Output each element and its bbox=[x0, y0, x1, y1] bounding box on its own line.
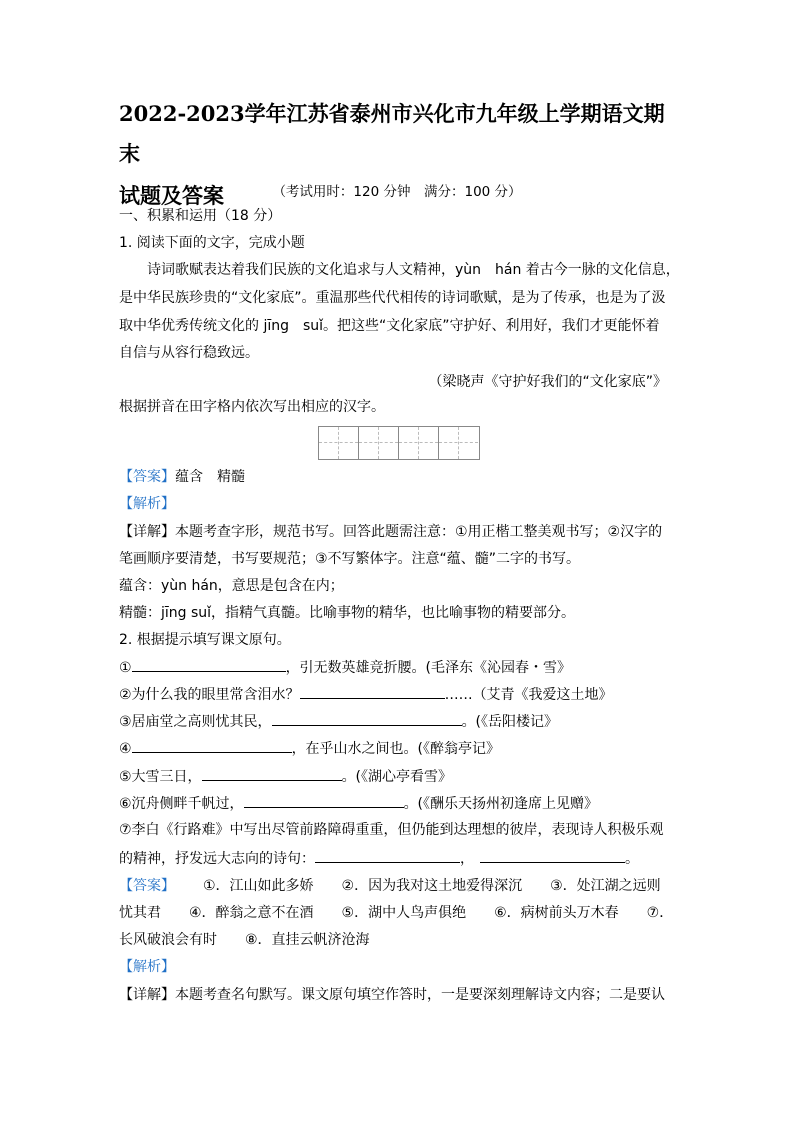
question-1-instruction: 根据拼音在田字格内依次写出相应的汉字。 bbox=[119, 399, 385, 415]
fill-item-1 bbox=[119, 657, 571, 678]
item-prefix: ②为什么我的眼里常含泪水？ bbox=[119, 687, 300, 703]
answer-line: 忧其君 ④．醉翁之意不在酒 ⑤．湖中人鸟声俱绝 ⑥．病树前头万木春 ⑦． bbox=[119, 905, 674, 921]
answer-text: 蕴含 精髓 bbox=[175, 469, 245, 485]
detail-line bbox=[119, 985, 665, 1005]
item-separator: ， bbox=[460, 851, 474, 867]
analysis-tag: 【解析】 bbox=[119, 496, 175, 512]
passage-line: 诗词歌赋表达着我们民族的文化追求与人文精神，yùn hán 着古今一脉的文化信息， bbox=[147, 262, 680, 278]
answer-blank[interactable] bbox=[132, 657, 286, 672]
fill-item-2 bbox=[119, 684, 613, 705]
fill-item-5 bbox=[119, 766, 452, 787]
answer-tag: 【答案】 bbox=[119, 878, 175, 894]
question-1-heading: 1. 阅读下面的文字，完成小题 bbox=[119, 235, 305, 251]
answer-blank[interactable] bbox=[202, 766, 342, 781]
answer-blank[interactable] bbox=[315, 848, 460, 863]
section-heading: 一、积累和运用（18 分） bbox=[119, 208, 282, 224]
answer-text: ①．江山如此多娇 ②．因为我对这土地爱得深沉 ③．处江湖之远则 bbox=[203, 878, 661, 894]
grid-cell[interactable] bbox=[439, 427, 478, 459]
fill-item-3 bbox=[119, 711, 558, 732]
passage-source: （梁晓声《守护好我们的“文化家底”》 bbox=[428, 374, 667, 390]
detail-line: 蕴含：yùn hán，意思是包含在内； bbox=[119, 578, 344, 594]
analysis-tag: 【解析】 bbox=[119, 959, 175, 975]
answer-line bbox=[119, 876, 661, 896]
title-line-1: 2022-2023学年江苏省泰州市兴化市九年级上学期语文期末 bbox=[119, 101, 665, 166]
fill-item-6 bbox=[119, 793, 598, 814]
answer-blank[interactable] bbox=[244, 793, 404, 808]
detail-tag: 【详解】 bbox=[119, 524, 175, 540]
item-suffix: ，在乎山水之间也。(《醉翁亭记》 bbox=[291, 741, 501, 757]
passage-line: 是中华民族珍贵的“文化家底”。重温那些代代相传的诗词歌赋，是为了传承，也是为了汲 bbox=[119, 290, 666, 306]
exam-info: （考试用时：120 分钟 满分：100 分） bbox=[272, 184, 522, 200]
grid-cell[interactable] bbox=[319, 427, 359, 459]
item-prefix: ④ bbox=[119, 741, 132, 757]
item-suffix: 。(《湖心亭看雪》 bbox=[341, 769, 453, 785]
item-suffix: ，引无数英雄竞折腰。(毛泽东《沁园春・雪》 bbox=[285, 660, 572, 676]
answer-blank[interactable] bbox=[300, 684, 445, 699]
item-suffix: 。(《酬乐天扬州初逢席上见赠》 bbox=[403, 796, 599, 812]
item-suffix: 。(《岳阳楼记》 bbox=[461, 714, 559, 730]
item-prefix: ① bbox=[119, 660, 132, 676]
answer-tag: 【答案】 bbox=[119, 469, 175, 485]
item-suffix: ……（艾青《我爱这土地》 bbox=[444, 687, 613, 703]
detail-text: 本题考查名句默写。课文原句填空作答时，一是要深刻理解诗文内容；二是要认 bbox=[175, 987, 665, 1003]
detail-line: 笔画顺序要清楚，书写要规范；③不写繁体字。注意“蕴、髓”二字的书写。 bbox=[119, 551, 581, 567]
answer-blank[interactable] bbox=[480, 848, 625, 863]
tianzige-grid[interactable] bbox=[318, 426, 480, 460]
detail-tag: 【详解】 bbox=[119, 987, 175, 1003]
item-prefix: ⑥沉舟侧畔千帆过， bbox=[119, 796, 244, 812]
title-line-2: 试题及答案 bbox=[119, 183, 224, 208]
grid-cell[interactable] bbox=[399, 427, 439, 459]
answer-blank[interactable] bbox=[132, 738, 292, 753]
passage-line: 自信与从容行稳致远。 bbox=[119, 345, 259, 361]
detail-line bbox=[119, 522, 662, 542]
item-prefix: ③居庙堂之高则忧其民， bbox=[119, 714, 272, 730]
answer-line bbox=[119, 467, 245, 487]
item-prefix: ⑤大雪三日， bbox=[119, 769, 202, 785]
item-suffix: 。 bbox=[625, 851, 639, 867]
question-2-heading: 2. 根据提示填写课文原句。 bbox=[119, 632, 291, 648]
answer-blank[interactable] bbox=[272, 711, 462, 726]
passage-line: 取中华优秀传统文化的 jīng suǐ。把这些“文化家底”守护好、利用好，我们才更能怀着 bbox=[119, 318, 660, 334]
fill-item-7: ⑦李白《行路难》中写出尽管前路障碍重重，但仍能到达理想的彼岸，表现诗人积极乐观 bbox=[119, 822, 664, 838]
fill-item-4 bbox=[119, 738, 500, 759]
detail-line: 精髓：jīng suǐ，指精气真髓。比喻事物的精华，也比喻事物的精要部分。 bbox=[119, 605, 576, 621]
grid-cell[interactable] bbox=[359, 427, 399, 459]
item-prefix: 的精神，抒发远大志向的诗句： bbox=[119, 851, 315, 867]
answer-line: 长风破浪会有时 ⑧．直挂云帆济沧海 bbox=[119, 932, 370, 948]
fill-item-7-cont bbox=[119, 848, 639, 869]
detail-text: 本题考查字形，规范书写。回答此题需注意：①用正楷工整美观书写；②汉字的 bbox=[175, 524, 663, 540]
